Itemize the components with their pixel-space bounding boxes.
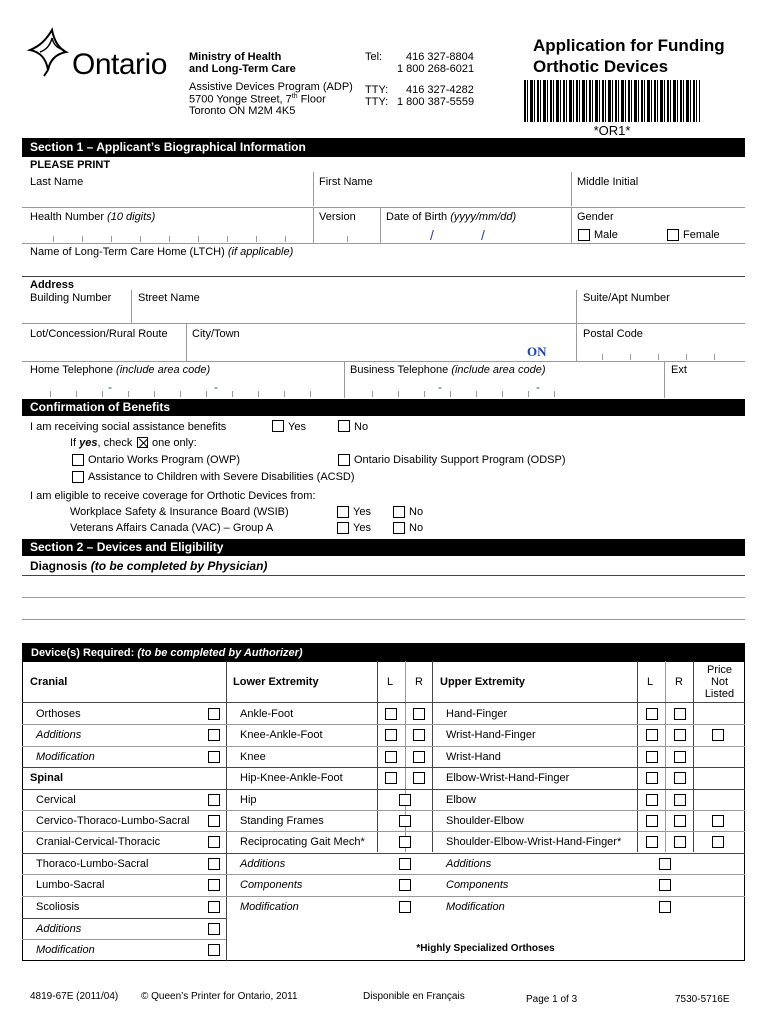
- logo-wordmark: Ontario: [72, 48, 167, 81]
- home-telephone-label: Home Telephone (include area code): [30, 364, 211, 376]
- street-address: 5700 Yonge Street, 7th Floor: [189, 93, 326, 106]
- upper-item: Shoulder-Elbow-Wrist-Hand-Finger*: [446, 836, 622, 848]
- spinal-item: Modification: [36, 944, 95, 956]
- barcode: [524, 80, 700, 122]
- dob-sep-2: /: [481, 227, 485, 243]
- vac-yes-label: Yes: [353, 522, 371, 534]
- acsd-checkbox[interactable]: [72, 471, 84, 483]
- female-label: Female: [683, 229, 720, 241]
- lower-extremity-heading: Lower Extremity: [233, 676, 319, 688]
- vac-yes-checkbox[interactable]: [337, 522, 349, 534]
- lower-item: Hip: [240, 794, 257, 806]
- lower-right-heading: R: [415, 676, 423, 688]
- vac-no-checkbox[interactable]: [393, 522, 405, 534]
- business-tel-dash-2: -: [536, 380, 540, 394]
- page-number: Page 1 of 3: [526, 994, 578, 1005]
- lower-right-checkbox[interactable]: [413, 772, 425, 784]
- upper-item: Elbow-Wrist-Hand-Finger: [446, 772, 570, 784]
- lower-item: Knee-Ankle-Foot: [240, 729, 323, 741]
- version-input[interactable]: [315, 224, 379, 242]
- diagnosis-line-1[interactable]: [22, 577, 745, 597]
- lower-left-checkbox[interactable]: [385, 729, 397, 741]
- price-heading-1: Price: [706, 664, 733, 676]
- spinal-checkbox[interactable]: [208, 794, 220, 806]
- french-availability: Disponible en Français: [363, 991, 465, 1002]
- spinal-item: Cervical: [36, 794, 76, 806]
- middle-initial-label: Middle Initial: [577, 176, 639, 188]
- spinal-checkbox[interactable]: [208, 815, 220, 827]
- spinal-item: Scoliosis: [36, 901, 80, 913]
- lower-right-checkbox[interactable]: [413, 751, 425, 763]
- wsib-no-checkbox[interactable]: [393, 506, 405, 518]
- lot-input[interactable]: [24, 342, 185, 360]
- if-yes-instruction: If yes, check: [70, 437, 133, 449]
- lower-item: Hip-Knee-Ankle-Foot: [240, 772, 343, 784]
- tty-label-1: TTY:: [365, 84, 389, 96]
- social-assistance-yes-label: Yes: [288, 421, 306, 433]
- upper-left-checkbox[interactable]: [646, 751, 658, 763]
- price-not-listed-checkbox[interactable]: [712, 836, 724, 848]
- wsib-yes-label: Yes: [353, 506, 371, 518]
- upper-right-checkbox[interactable]: [674, 708, 686, 720]
- ontario-logo: [26, 26, 176, 82]
- wsib-label: Workplace Safety & Insurance Board (WSIB): [70, 506, 289, 518]
- social-assistance-no-label: No: [354, 421, 369, 433]
- upper-left-checkbox[interactable]: [646, 708, 658, 720]
- upper-left-checkbox[interactable]: [646, 815, 658, 827]
- lower-checkbox[interactable]: [399, 836, 411, 848]
- form-title-line1: Application for Funding: [533, 36, 725, 55]
- diagnosis-label: Diagnosis (to be completed by Physician): [30, 559, 268, 573]
- cranial-heading: Cranial: [30, 676, 68, 688]
- eligible-coverage-label: I am eligible to receive coverage for Orthotic Devices from:: [30, 490, 316, 502]
- lower-checkbox[interactable]: [399, 901, 411, 913]
- business-telephone-label: Business Telephone (include area code): [350, 364, 546, 376]
- first-name-label: First Name: [319, 176, 373, 188]
- tel-number-1: 416 327-8804: [406, 51, 474, 63]
- vac-label: Veterans Affairs Canada (VAC) – Group A: [70, 522, 274, 534]
- city-label: City/Town: [192, 328, 240, 340]
- lower-left-checkbox[interactable]: [385, 772, 397, 784]
- business-tel-dash-1: -: [438, 380, 442, 394]
- program-name: Assistive Devices Program (ADP): [189, 81, 353, 93]
- male-checkbox[interactable]: [578, 229, 590, 241]
- lower-checkbox[interactable]: [399, 858, 411, 870]
- upper-checkbox[interactable]: [659, 879, 671, 891]
- lower-checkbox[interactable]: [399, 794, 411, 806]
- version-label: Version: [319, 211, 356, 223]
- devices-title: Device(s) Required: (to be completed by Authorizer): [23, 644, 744, 662]
- health-number-input[interactable]: [24, 224, 312, 242]
- social-assistance-no-checkbox[interactable]: [338, 420, 350, 432]
- barcode-text: *OR1*: [593, 123, 631, 138]
- spinal-checkbox[interactable]: [208, 944, 220, 956]
- cranial-checkbox[interactable]: [208, 708, 220, 720]
- wsib-no-label: No: [409, 506, 424, 518]
- spinal-item: Lumbo-Sacral: [36, 879, 105, 891]
- upper-item: Shoulder-Elbow: [446, 815, 524, 827]
- ext-label: Ext: [671, 364, 687, 376]
- please-print: PLEASE PRINT: [30, 159, 111, 171]
- address-heading: Address: [30, 279, 75, 291]
- first-name-input[interactable]: [315, 190, 570, 206]
- upper-item: Hand-Finger: [446, 708, 508, 720]
- form-number: 4819-67E (2011/04): [30, 991, 119, 1002]
- tty-number-2: 1 800 387-5559: [397, 96, 475, 108]
- lower-item: Components: [240, 879, 303, 891]
- odsp-checkbox[interactable]: [338, 454, 350, 466]
- cranial-item: Additions: [36, 729, 82, 741]
- spinal-item: Cranial-Cervical-Thoracic: [36, 836, 161, 848]
- business-telephone-input[interactable]: [346, 378, 663, 397]
- diagnosis-line-2[interactable]: [22, 599, 745, 619]
- vac-no-label: No: [409, 522, 424, 534]
- upper-checkbox[interactable]: [659, 901, 671, 913]
- price-heading-3: Listed: [704, 688, 735, 700]
- tel-number-2: 1 800 268-6021: [397, 63, 475, 75]
- upper-item: Additions: [446, 858, 492, 870]
- lower-item: Additions: [240, 858, 286, 870]
- upper-left-checkbox[interactable]: [646, 729, 658, 741]
- price-not-listed-checkbox[interactable]: [712, 729, 724, 741]
- spinal-checkbox[interactable]: [208, 836, 220, 848]
- ltch-label: Name of Long-Term Care Home (LTCH) (if applicable): [30, 246, 294, 258]
- catalog-number: 7530-5716E: [675, 994, 730, 1005]
- trillium-icon: [26, 26, 78, 78]
- lower-right-checkbox[interactable]: [413, 729, 425, 741]
- street-name-input[interactable]: [133, 306, 575, 322]
- province-value: ON: [527, 344, 547, 359]
- ministry-line2: and Long-Term Care: [189, 63, 296, 75]
- checked-box-icon: [137, 437, 148, 448]
- upper-item: Elbow: [446, 794, 476, 806]
- ext-input[interactable]: [666, 378, 743, 397]
- owp-label: Ontario Works Program (OWP): [88, 454, 240, 466]
- lower-left-heading: L: [387, 676, 394, 688]
- spinal-checkbox[interactable]: [208, 923, 220, 935]
- building-number-label: Building Number: [30, 292, 112, 304]
- upper-left-checkbox[interactable]: [646, 836, 658, 848]
- street-name-label: Street Name: [138, 292, 200, 304]
- male-label: Male: [594, 229, 618, 241]
- upper-right-checkbox[interactable]: [674, 729, 686, 741]
- section1-title: Section 1 – Applicant’s Biographical Information: [22, 138, 745, 157]
- upper-right-checkbox[interactable]: [674, 815, 686, 827]
- copyright: © Queen’s Printer for Ontario, 2011: [141, 991, 298, 1002]
- suite-input[interactable]: [578, 306, 743, 322]
- dob-label: Date of Birth (yyyy/mm/dd): [386, 211, 517, 223]
- home-telephone-input[interactable]: [24, 378, 343, 397]
- social-assistance-label: I am receiving social assistance benefits: [30, 421, 227, 433]
- upper-item: Modification: [446, 901, 505, 913]
- upper-right-checkbox[interactable]: [674, 772, 686, 784]
- tty-number-1: 416 327-4282: [406, 84, 474, 96]
- last-name-input[interactable]: [24, 190, 312, 206]
- city-input[interactable]: [188, 342, 518, 360]
- home-tel-dash-2: -: [214, 380, 218, 394]
- spinal-checkbox[interactable]: [208, 879, 220, 891]
- lower-item: Reciprocating Gait Mech*: [240, 836, 365, 848]
- spinal-item: Additions: [36, 923, 82, 935]
- upper-item: Wrist-Hand: [446, 751, 501, 763]
- lower-right-checkbox[interactable]: [413, 708, 425, 720]
- spinal-checkbox[interactable]: [208, 858, 220, 870]
- spinal-item: Cervico-Thoraco-Lumbo-Sacral: [36, 815, 190, 827]
- form-title-line2: Orthotic Devices: [533, 57, 669, 76]
- spinal-checkbox[interactable]: [208, 901, 220, 913]
- price-not-listed-checkbox[interactable]: [712, 815, 724, 827]
- cranial-checkbox[interactable]: [208, 729, 220, 741]
- section2-title: Section 2 – Devices and Eligibility: [22, 539, 745, 556]
- upper-right-checkbox[interactable]: [674, 794, 686, 806]
- gender-label: Gender: [577, 211, 614, 223]
- ltch-input[interactable]: [24, 259, 743, 275]
- spinal-item: Thoraco-Lumbo-Sacral: [36, 858, 149, 870]
- upper-item: Wrist-Hand-Finger: [446, 729, 536, 741]
- ministry-line1: Ministry of Health: [189, 51, 282, 63]
- cranial-item: Modification: [36, 751, 95, 763]
- price-heading-2: Not: [710, 676, 729, 688]
- social-assistance-yes-checkbox[interactable]: [272, 420, 284, 432]
- upper-checkbox[interactable]: [659, 858, 671, 870]
- lower-checkbox[interactable]: [399, 879, 411, 891]
- upper-left-checkbox[interactable]: [646, 794, 658, 806]
- spinal-heading: Spinal: [30, 772, 64, 784]
- tty-label-2: TTY:: [365, 96, 389, 108]
- upper-extremity-heading: Upper Extremity: [440, 676, 525, 688]
- last-name-label: Last Name: [30, 176, 84, 188]
- benefits-title: Confirmation of Benefits: [22, 399, 745, 416]
- home-tel-dash-1: -: [108, 380, 112, 394]
- postal-code-input[interactable]: [578, 342, 743, 360]
- upper-right-checkbox[interactable]: [674, 836, 686, 848]
- suite-label: Suite/Apt Number: [583, 292, 670, 304]
- female-checkbox[interactable]: [667, 229, 679, 241]
- city-address: Toronto ON M2M 4K5: [189, 105, 296, 117]
- wsib-yes-checkbox[interactable]: [337, 506, 349, 518]
- lower-item: Modification: [240, 901, 299, 913]
- owp-checkbox[interactable]: [72, 454, 84, 466]
- building-number-input[interactable]: [24, 306, 130, 322]
- postal-code-label: Postal Code: [583, 328, 643, 340]
- tel-label: Tel:: [365, 51, 383, 63]
- lower-item: Ankle-Foot: [240, 708, 294, 720]
- acsd-label: Assistance to Children with Severe Disabilities (ACSD): [88, 471, 355, 483]
- lower-item: Standing Frames: [240, 815, 324, 827]
- one-only-label: one only:: [152, 437, 197, 449]
- dob-sep-1: /: [430, 227, 434, 243]
- dob-input[interactable]: [382, 224, 570, 242]
- health-number-label: Health Number (10 digits): [30, 211, 156, 223]
- upper-left-checkbox[interactable]: [646, 772, 658, 784]
- lot-label: Lot/Concession/Rural Route: [30, 328, 168, 340]
- lower-checkbox[interactable]: [399, 815, 411, 827]
- upper-left-heading: L: [647, 676, 654, 688]
- upper-right-checkbox[interactable]: [674, 751, 686, 763]
- cranial-item: Orthoses: [36, 708, 81, 720]
- lower-item: Knee: [240, 751, 266, 763]
- middle-initial-input[interactable]: [573, 190, 743, 206]
- upper-item: Components: [446, 879, 509, 891]
- odsp-label: Ontario Disability Support Program (ODSP): [354, 454, 566, 466]
- cranial-checkbox[interactable]: [208, 751, 220, 763]
- upper-right-heading: R: [675, 676, 683, 688]
- lower-left-checkbox[interactable]: [385, 708, 397, 720]
- lower-left-checkbox[interactable]: [385, 751, 397, 763]
- footnote: *Highly Specialized Orthoses: [416, 943, 555, 954]
